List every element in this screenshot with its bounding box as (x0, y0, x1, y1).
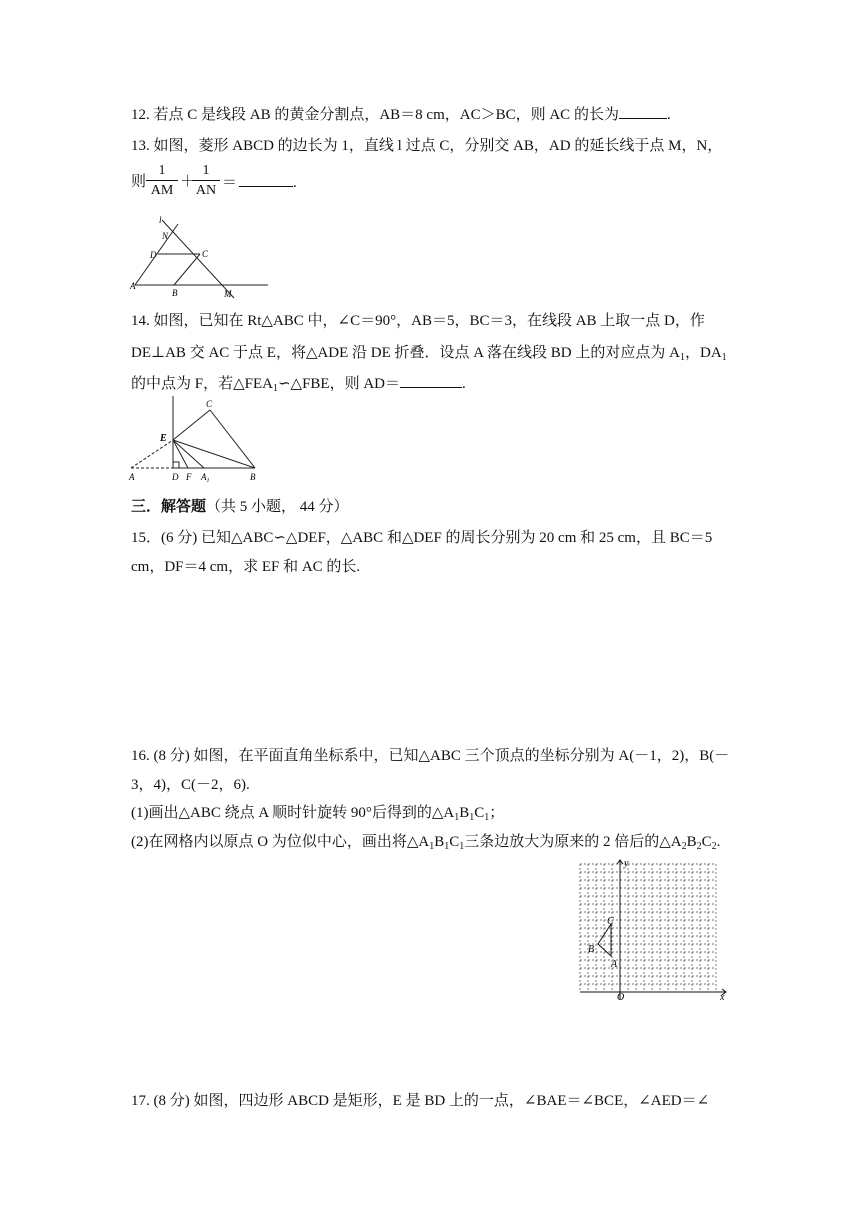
point-a-label: A (611, 959, 618, 970)
q13-equals: ＝ . (222, 172, 297, 193)
label-a: A (130, 281, 136, 291)
q12-line: 12. 若点 C 是线段 AB 的黄金分割点，AB＝8 cm，AC＞BC，则 AC 的长为 . (131, 104, 671, 125)
q15-line1: 15．(6 分) 已知△ABC∽△DEF，△ABC 和△DEF 的周长分别为 20 cm 和 25 cm，且 BC＝5 (131, 530, 713, 546)
axis-y-label: y (624, 858, 629, 869)
q13-answer-blank[interactable] (239, 172, 293, 187)
q16-line3: (1)画出△ABC 绕点 A 顺时针旋转 90°后得到的$\triangle A_1B_1C_1$； (131, 805, 505, 823)
q13-prefix: 则 (131, 174, 147, 190)
q14-line2: DE⊥AB 交 AC 于点 E，将△ADE 沿 DE 折叠．设点 A 落在线段 BD 上的对应点为 $A_1$，$DA_1$ (131, 345, 727, 363)
q14-triangle-figure (128, 396, 268, 482)
q13-fraction-am: $\frac{1}{AM}$ (146, 162, 178, 201)
q14-line3: 的中点为 F，若$\triangle FEA_1∽\triangle FBE$，则 AD＝ . (131, 373, 466, 394)
point-c-label: C (607, 916, 614, 927)
label-f: F (186, 472, 192, 482)
q14-line1: 14. 如图，已知在 Rt△ABC 中，∠C＝90°，AB＝5，BC＝3，在线段 AB 上取一点 D，作 (131, 313, 705, 329)
label-m: M (224, 289, 232, 299)
axis-x-label: x (720, 992, 725, 1003)
q12-answer-blank[interactable] (619, 104, 667, 119)
label-a1: $A_1$ (201, 472, 210, 484)
q16-line2: 3，4)，C(－2，6). (131, 777, 250, 793)
label-e: E (160, 433, 167, 444)
label-b: B (250, 472, 256, 482)
section3-note: （共 5 小题， 44 分） (206, 499, 349, 515)
q16-line4: (2)在网格内以原点 O 为位似中心，画出将$\triangle A_1B_1C_1$三条边放大为原来的 2 倍后的$\triangle A_2B_2C_2$. (131, 834, 721, 852)
label-c: C (206, 399, 213, 409)
label-d: D (150, 250, 157, 260)
q13-fraction-an: $\frac{1}{AN}$ (192, 162, 220, 201)
section3-title: 三．解答题 (131, 499, 207, 515)
q13-rhombus-figure (130, 215, 270, 299)
q12-text: 12. 若点 C 是线段 AB 的黄金分割点，AB＝8 cm，AC＞BC，则 AC 的长为 (131, 107, 619, 123)
section3-header (131, 497, 349, 517)
q16-line1: 16. (8 分) 如图，在平面直角坐标系中，已知△ABC 三个顶点的坐标分别为 A(－1，2)，B(－ (131, 748, 730, 764)
label-n: N (162, 231, 169, 241)
label-l: l (159, 215, 162, 225)
q17-line1: 17. (8 分) 如图，四边形 ABCD 是矩形，E 是 BD 上的一点，∠BAE＝∠BCE，∠AED＝∠ (131, 1093, 710, 1109)
point-b-label: B (588, 944, 595, 955)
q16-coordinate-grid (580, 858, 730, 1003)
label-c: C (202, 249, 209, 259)
origin-label: O (617, 992, 625, 1003)
label-d: D (172, 472, 179, 482)
q13-plus: ＋ (180, 174, 196, 190)
q15-line2: cm，DF＝4 cm，求 EF 和 AC 的长. (131, 559, 361, 575)
q13-line1: 13. 如图，菱形 ABCD 的边长为 1，直线 l 过点 C，分别交 AB，AD 的延长线于点 M，N， (131, 138, 723, 154)
label-b: B (172, 288, 178, 298)
q14-answer-blank[interactable] (400, 373, 462, 388)
label-a: A (129, 472, 135, 482)
